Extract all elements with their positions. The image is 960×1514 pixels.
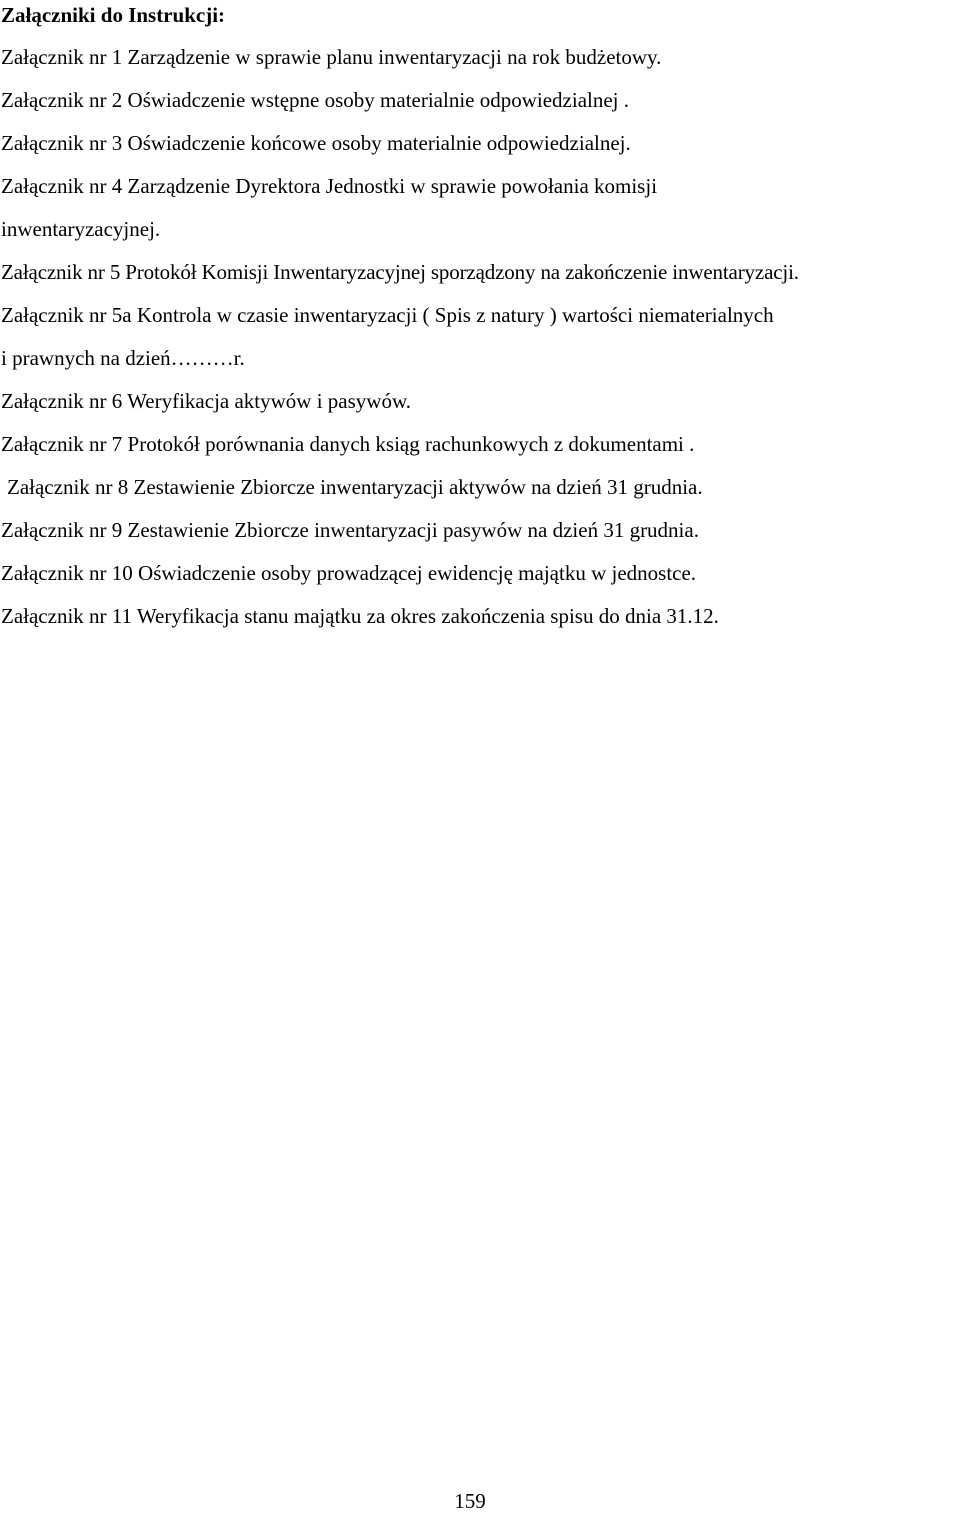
list-item: Załącznik nr 1 Zarządzenie w sprawie planu inwentaryzacji na rok budżetowy.	[1, 45, 662, 69]
list-item: inwentaryzacyjnej.	[1, 217, 161, 241]
list-item: Załącznik nr 10 Oświadczenie osoby prowadzącej ewidencję majątku w jednostce.	[1, 561, 697, 585]
list-item: Załącznik nr 7 Protokół porównania danych ksiąg rachunkowych z dokumentami .	[1, 432, 695, 456]
list-item: Załącznik nr 11 Weryfikacja stanu majątku za okres zakończenia spisu do dnia 31.12.	[1, 604, 719, 628]
list-item: Załącznik nr 5 Protokół Komisji Inwentaryzacyjnej sporządzony na zakończenie inwentaryzacji.	[1, 260, 799, 284]
list-item: Załącznik nr 2 Oświadczenie wstępne osoby materialnie odpowiedzialnej .	[1, 88, 630, 112]
page-number: 159	[454, 1489, 486, 1513]
section-heading: Załączniki do Instrukcji:	[1, 3, 226, 27]
list-item: i prawnych na dzień………r.	[1, 346, 245, 370]
list-item: Załącznik nr 4 Zarządzenie Dyrektora Jednostki w sprawie powołania komisji	[1, 174, 658, 198]
list-item: Załącznik nr 9 Zestawienie Zbiorcze inwentaryzacji pasywów na dzień 31 grudnia.	[1, 518, 699, 542]
list-item: Załącznik nr 8 Zestawienie Zbiorcze inwentaryzacji aktywów na dzień 31 grudnia.	[7, 475, 703, 499]
list-item: Załącznik nr 5a Kontrola w czasie inwentaryzacji ( Spis z natury ) wartości niematerialnych	[1, 303, 774, 327]
attachment-list	[0, 36, 960, 638]
list-item: Załącznik nr 6 Weryfikacja aktywów i pasywów.	[1, 389, 412, 413]
list-item: Załącznik nr 3 Oświadczenie końcowe osoby materialnie odpowiedzialnej.	[1, 131, 631, 155]
